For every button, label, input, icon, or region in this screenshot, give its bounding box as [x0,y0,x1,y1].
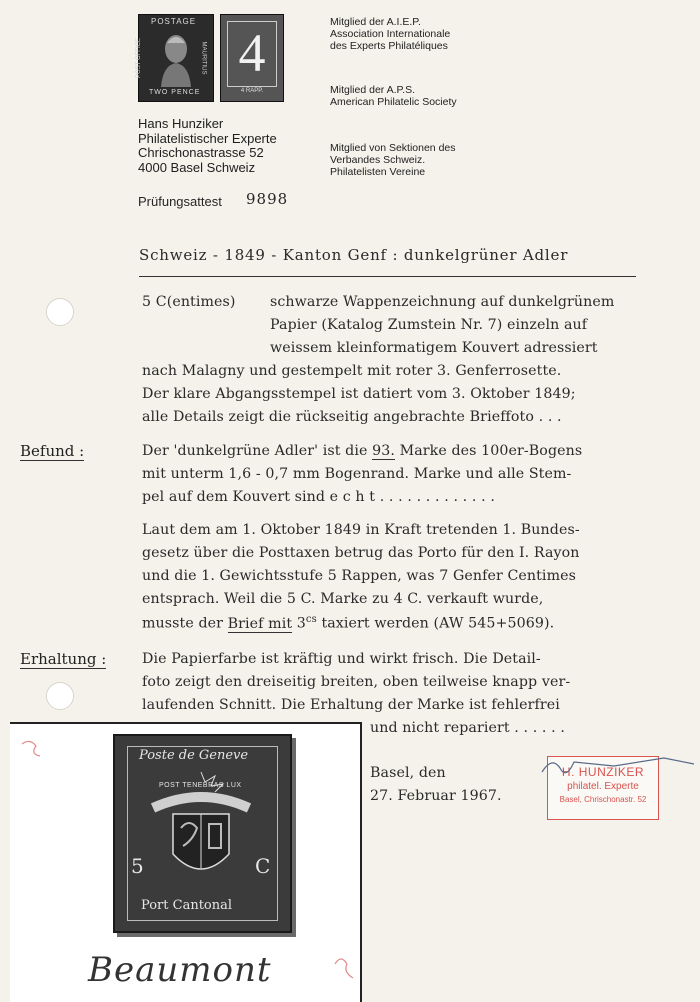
description-line: nach Malagny und gestempelt mit roter 3. Genferrosette. [142,363,562,379]
stamp-photo-left-value: 5 [131,854,144,878]
certificate-label: Prüfungsattest [138,194,222,209]
description-line: alle Details zeigt die rückseitig angebrachte Brieffoto . . . [142,409,562,425]
membership-aiep: Mitglied der A.I.E.P. Association Internationale des Experts Philatéliques [330,16,451,52]
erhaltung-label: Erhaltung : [20,650,107,668]
closing-place: Basel, den [370,765,446,781]
zurich-4-stamp-image [220,14,284,102]
certificate-number: 9898 [246,190,289,208]
sheet-position: 93. [372,443,395,459]
geneva-stamp-image [113,734,292,933]
description-line: schwarze Wappenzeichnung auf dunkelgrünem [270,294,615,310]
stamp-photo-bottom-text: Port Cantonal [141,898,233,913]
stamp-photo-top-text: Poste de Geneve [139,748,249,763]
seal-address: Basel, Chrischonastr. 52 [559,795,647,804]
erhaltung-line: foto zeigt den dreiseitig breiten, oben teilweise knapp ver- [142,674,571,690]
befund-para2-line: gesetz über die Posttaxen betrug das Porto für den I. Rayon [142,545,580,561]
expert-name: Hans Hunziker [138,116,224,131]
stamp-bottom-text: TWO PENCE [149,89,201,96]
description-prefix: 5 C(entimes) [142,294,236,310]
befund-para2-line: und die 1. Gewichtsstufe 5 Rappen, was 7 Genfer Centimes [142,568,577,584]
closing-date: 27. Februar 1967. [370,788,502,804]
membership-svpv: Mitglied von Sektionen des Verbandes Schweiz. Philatelisten Vereine [330,142,456,178]
befund-line-2: mit unterm 1,6 - 0,7 mm Bogenrand. Marke und alle Stem- [142,466,572,482]
expert-address: Hans Hunziker Philatelistischer Experte Chrischonastrasse 52 4000 Basel Schweiz [138,116,277,175]
seal-role: philatel. Experte [567,781,639,792]
stamp-left-text: POST OFFICE [135,38,142,78]
certificate-title: Schweiz - 1849 - Kanton Genf : dunkelgrüner Adler [139,246,569,264]
seal-name: H. HUNZIKER [561,765,645,779]
befund-label: Befund : [20,442,85,460]
stamp2-bottom-text: 4 RAPP. [240,88,264,94]
handwritten-signature: Beaumont [88,950,272,990]
stamp-right-text: MAURITIUS [200,41,207,75]
punch-hole-bottom [46,682,74,710]
stamp-top-text: POSTAGE [151,17,197,26]
erhaltung-line: Die Papierfarbe ist kräftig und wirkt frisch. Die Detail- [142,651,541,667]
membership-aps: Mitglied der A.P.S. American Philatelic Society [330,84,457,108]
erhaltung-line: und nicht repariert . . . . . . [370,720,565,736]
befund-para2-line: Laut dem am 1. Oktober 1849 in Kraft tretenden 1. Bundes- [142,522,580,538]
befund-para2-last: musste der Brief mit $3^{cs}$ taxiert werden (AW 545+5069). [142,614,555,632]
stamp-photo-right-value: C [255,854,271,878]
description-line: Papier (Katalog Zumstein Nr. 7) einzeln auf [270,317,588,333]
title-rule [139,276,636,277]
befund-para2-line: entsprach. Weil die 5 C. Marke zu 4 C. verkauft wurde, [142,591,544,607]
erhaltung-line: laufenden Schnitt. Die Erhaltung der Marke ist fehlerfrei [142,697,560,713]
befund-line-1: Der 'dunkelgrüne Adler' ist die 93. Marke des 100er-Bogens [142,443,583,459]
stamp-photo-motto: POST TENEBRAS LUX [159,782,242,789]
description-line: Der klare Abgangsstempel ist datiert vom 3. Oktober 1849; [142,386,576,402]
queen-portrait-icon [157,29,195,87]
signature-over-seal [540,752,700,792]
mauritius-stamp-image [135,14,214,102]
befund-line-3: pel auf dem Kouvert sind e c h t . . . . . . . . . . . . . [142,489,495,505]
stamp-value: 4 [238,23,266,83]
punch-hole-top [46,298,74,326]
description-line: weissem kleinformatigem Kouvert adressiert [270,340,598,356]
